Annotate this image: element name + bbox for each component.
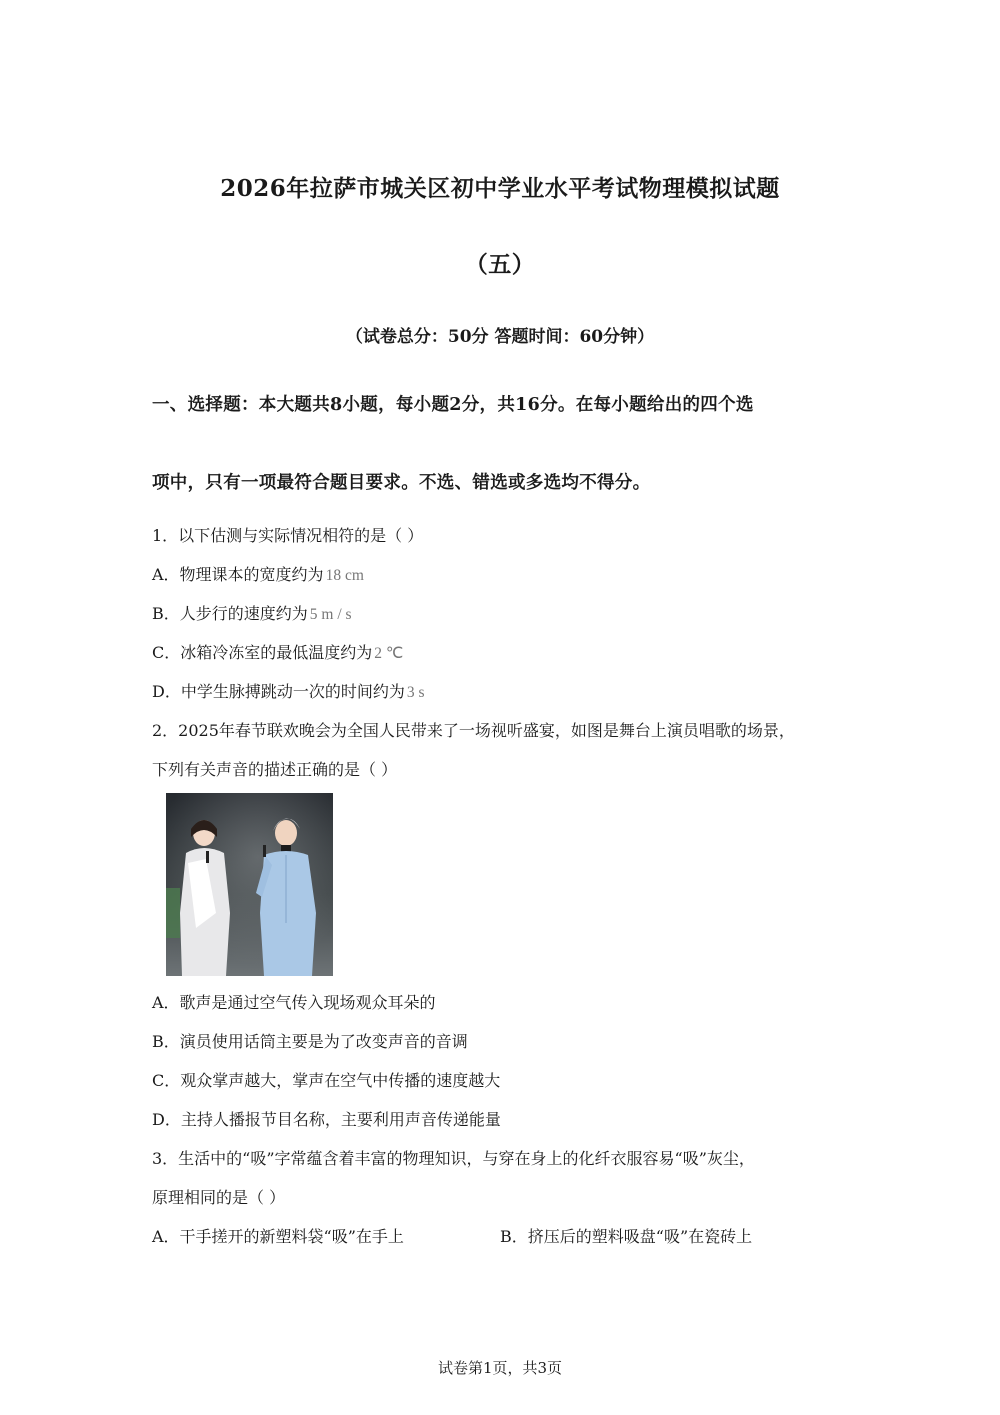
q1-option-b-text: B．人步行的速度约为 [152, 604, 308, 623]
q1-option-c-text: C．冰箱冷冻室的最低温度约为 [152, 643, 373, 662]
q3-stem-line1: 3．生活中的“吸”字常蕴含着丰富的物理知识，与穿在身上的化纤衣服容易“吸”灰尘， [152, 1149, 755, 1168]
q2-stem-line1: 2．2025年春节联欢晚会为全国人民带来了一场视听盛宴，如图是舞台上演员唱歌的场景， [152, 721, 795, 740]
q2-option-a: A．歌声是通过空气传入现场观众耳朵的 [152, 993, 436, 1012]
q1-option-c-unit: 2 ℃ [374, 645, 404, 662]
q1-stem: 1．以下估测与实际情况相符的是（ ） [152, 526, 424, 545]
exam-title-line2: （五） [464, 251, 536, 278]
stage-singers-photo [166, 793, 333, 976]
q1-option-a [152, 562, 364, 585]
q3-option-b: B．挤压后的塑料吸盘“吸”在瓷砖上 [500, 1227, 753, 1246]
q1-option-a-unit: 18 cm [325, 567, 364, 584]
section-instructions-line1: 一、选择题：本大题共8小题，每小题2分，共16分。在每小题给出的四个选 [152, 395, 754, 415]
q3-option-a: A．干手搓开的新塑料袋“吸”在手上 [152, 1227, 404, 1246]
exam-title-line1: 2026年拉萨市城关区初中学业水平考试物理模拟试题 [220, 175, 780, 202]
q1-option-a-text: A．物理课本的宽度约为 [152, 565, 324, 584]
q2-option-b: B．演员使用话筒主要是为了改变声音的音调 [152, 1032, 468, 1051]
page-footer: 试卷第1页，共3页 [437, 1359, 563, 1377]
q1-option-b [152, 601, 352, 624]
q1-option-c [152, 640, 403, 663]
q1-option-b-unit: 5 m / s [309, 606, 352, 623]
q2-stem-line2: 下列有关声音的描述正确的是（ ） [152, 760, 398, 779]
section-instructions-line2: 项中，只有一项最符合题目要求。不选、错选或多选均不得分。 [152, 473, 651, 493]
q1-option-d-text: D．中学生脉搏跳动一次的时间约为 [152, 682, 405, 701]
q3-stem-line2: 原理相同的是（ ） [152, 1188, 286, 1207]
q2-option-c: C．观众掌声越大，掌声在空气中传播的速度越大 [152, 1071, 501, 1090]
q1-option-d-unit: 3 s [406, 684, 425, 701]
q2-option-d: D．主持人播报节目名称，主要利用声音传递能量 [152, 1110, 501, 1129]
exam-subtitle: （试卷总分：50分 答题时间：60分钟） [345, 327, 655, 347]
q1-option-d [152, 679, 425, 702]
